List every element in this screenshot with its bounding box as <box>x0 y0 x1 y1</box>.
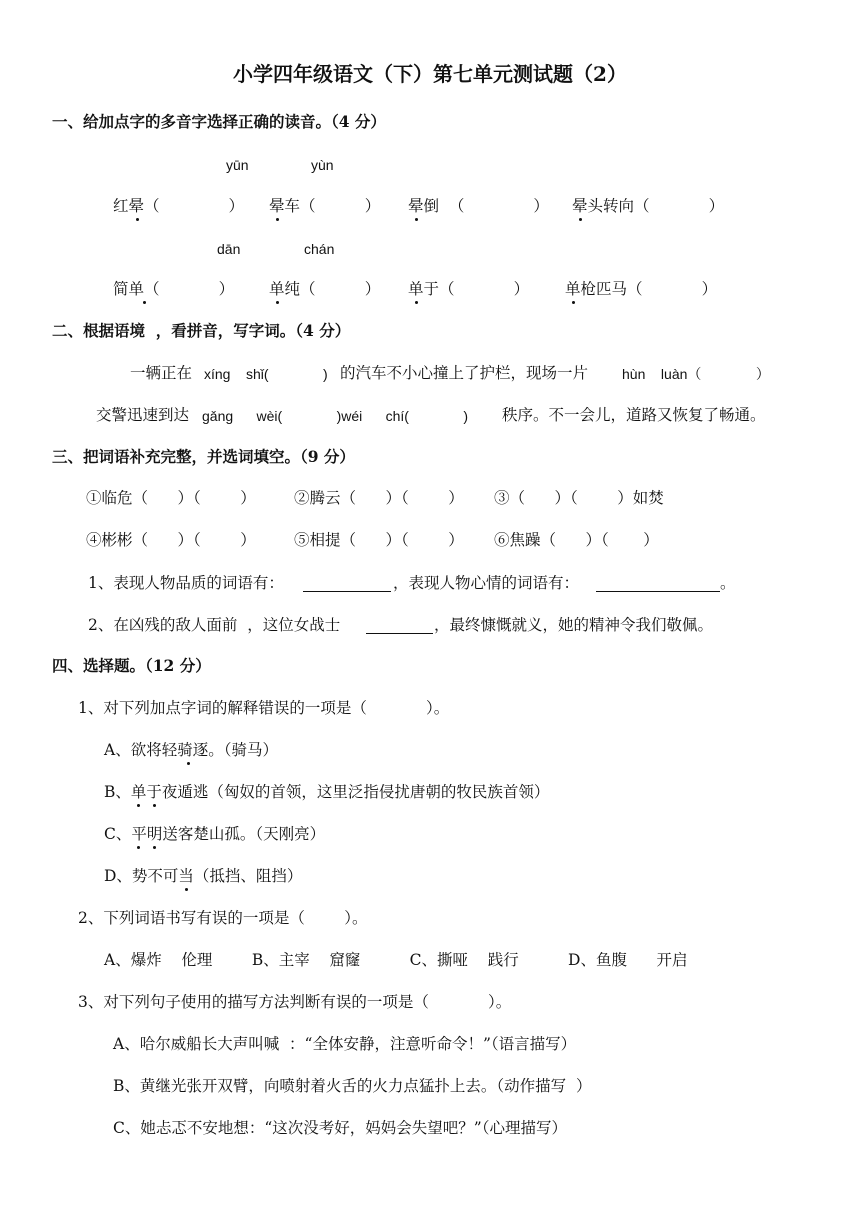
q1-option-c: C、平明送客楚山孤。（天刚亮） <box>104 825 326 843</box>
emphasis-dot <box>136 218 139 221</box>
fill-question-2-b: ，最终慷慨就义，她的精神令我们敬佩。 <box>434 616 714 634</box>
item-jiandan: 简单（ ） <box>113 280 235 298</box>
idiom-6: ⑥焦躁（ ）（ ） <box>494 531 659 549</box>
emphasis-dot <box>415 218 418 221</box>
idiom-4: ④彬彬（ ）（ ） <box>86 531 256 549</box>
section-1-heading: 一、给加点字的多音字选择正确的读音。（4 分） <box>52 112 386 131</box>
pinyin-gangwei-weichi: gǎng wèi( )wéi chí( ) <box>202 408 469 424</box>
pinyin-yun1: yūn <box>226 157 249 173</box>
question-2: 2、下列词语书写有误的一项是（ ）。 <box>78 909 368 927</box>
page-title: 小学四年级语文（下）第七单元测试题（2） <box>233 62 627 86</box>
item-yuntouzhuanxiang: 晕头转向（ ） <box>572 197 725 215</box>
q1-option-d: D、势不可当（抵挡、阻挡） <box>104 867 303 885</box>
q3-option-c: C、她忐忑不安地想：“这次没考好，妈妈会失望吧？”（心理描写） <box>113 1119 567 1137</box>
idiom-3: ③（ ）（ ）如焚 <box>494 489 664 507</box>
idiom-1: ①临危（ ）（ ） <box>86 489 256 507</box>
sentence-2-part-a: 交警迅速到达 <box>96 406 190 424</box>
pinyin-xingshi: xíng shǐ( ) <box>204 366 328 382</box>
idiom-5: ⑤相提（ ）（ ） <box>294 531 464 549</box>
pinyin-yun4: yùn <box>311 157 334 173</box>
answer-blank[interactable] <box>596 591 720 592</box>
sentence-1-part-b: 的汽车不小心撞上了护栏，现场一片 <box>340 364 589 382</box>
item-yunche: 晕车（ ） <box>269 197 381 215</box>
question-1: 1、对下列加点字词的解释错误的一项是（ ）。 <box>78 699 450 717</box>
q1-option-b: B、单于夜遁逃（匈奴的首领，这里泛指侵扰唐朝的牧民族首领） <box>104 783 550 801</box>
emphasis-dot <box>276 218 279 221</box>
answer-blank[interactable] <box>303 591 391 592</box>
item-hongyun: 红晕（ ） <box>113 197 244 215</box>
q3-option-b: B、黄继光张开双臂，向喷射着火舌的火力点猛扑上去。（动作描写 ） <box>113 1077 592 1095</box>
emphasis-dot <box>415 301 418 304</box>
emphasis-dot <box>153 846 156 849</box>
emphasis-dot <box>153 804 156 807</box>
q3-option-a: A、哈尔威船长大声叫喊 ：“全体安静，注意听命令！”（语言描写） <box>113 1035 577 1053</box>
item-yundao: 晕倒 （ ） <box>408 197 549 215</box>
idiom-2: ②腾云（ ）（ ） <box>294 489 464 507</box>
answer-blank[interactable] <box>366 633 433 634</box>
fill-question-1-b: ，表现人物心情的词语有： <box>393 574 580 592</box>
fill-question-1-end: 。 <box>720 574 736 592</box>
pinyin-hunluan: hùn luàn（ ） <box>622 366 770 382</box>
emphasis-dot <box>185 888 188 891</box>
section-2-heading: 二、根据语境 ，看拼音，写字词。（4 分） <box>52 321 351 340</box>
pinyin-dan: dān <box>217 241 241 257</box>
emphasis-dot <box>137 846 140 849</box>
q2-options: A、爆炸 伦理 B、主宰 窟窿 C、撕哑 践行 D、鱼腹 开启 <box>104 951 688 969</box>
emphasis-dot <box>137 804 140 807</box>
item-danqiangpima: 单枪匹马（ ） <box>565 280 718 298</box>
sentence-2-part-b: 秩序。不一会儿，道路又恢复了畅通。 <box>502 406 766 424</box>
emphasis-dot <box>143 301 146 304</box>
section-3-heading: 三、把词语补充完整，并选词填空。（9 分） <box>52 447 355 466</box>
item-danchun: 单纯（ ） <box>269 280 381 298</box>
emphasis-dot <box>572 301 575 304</box>
item-chanyu: 单于（ ） <box>408 280 530 298</box>
question-3: 3、对下列句子使用的描写方法判断有误的一项是（ ）。 <box>78 993 512 1011</box>
sentence-1-part-a: 一辆正在 <box>130 364 193 382</box>
emphasis-dot <box>276 301 279 304</box>
q1-option-a: A、欲将轻骑逐。（骑马） <box>104 741 278 759</box>
pinyin-chan: chán <box>304 241 335 257</box>
fill-question-1-a: 1、表现人物品质的词语有： <box>88 574 284 592</box>
fill-question-2-a: 2、在凶残的敌人面前 ，这位女战士 <box>88 616 341 634</box>
emphasis-dot <box>579 218 582 221</box>
section-4-heading: 四、选择题。（12 分） <box>52 656 211 675</box>
emphasis-dot <box>187 762 190 765</box>
